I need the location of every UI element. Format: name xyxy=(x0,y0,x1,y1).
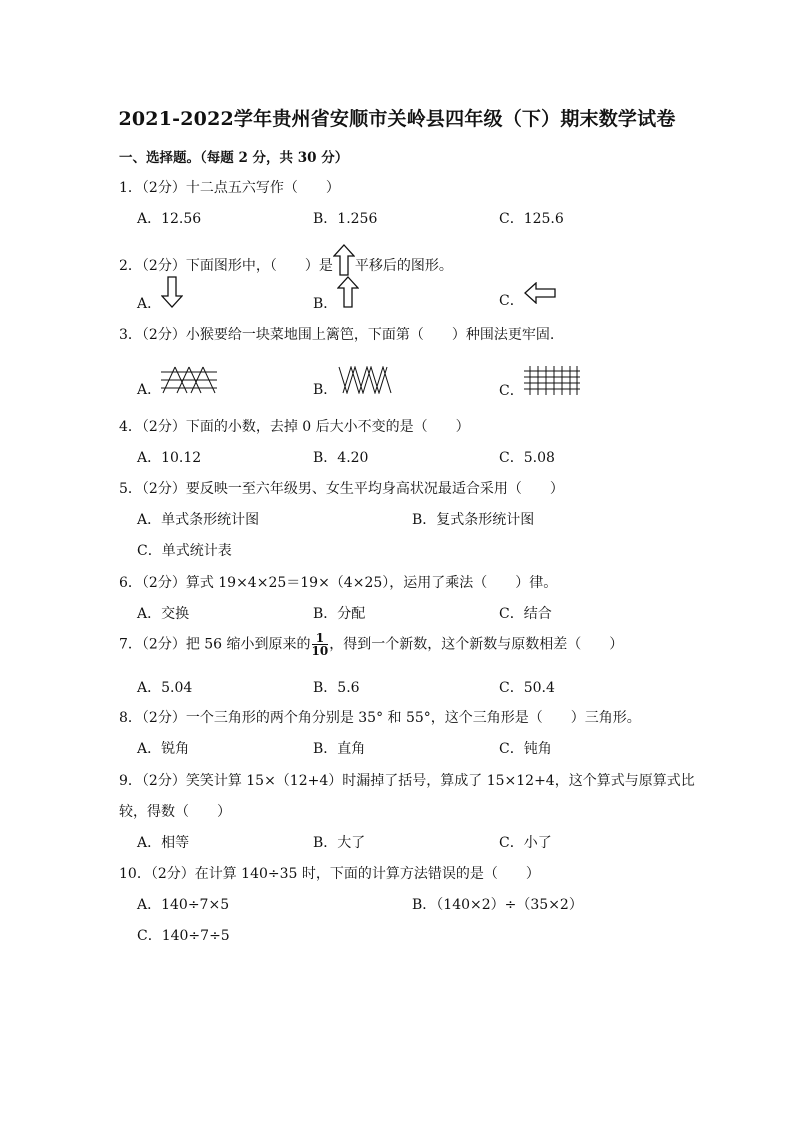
down-arrow-icon xyxy=(161,276,183,308)
q7-stem-post: ，得到一个新数，这个新数与原数相差（ ） xyxy=(329,636,624,653)
q9-option-b[interactable]: B．大了 xyxy=(313,835,366,851)
q9-option-a[interactable]: A．相等 xyxy=(137,835,190,851)
q2-option-c[interactable] xyxy=(499,282,556,309)
q4-option-c[interactable]: C．5.08 xyxy=(499,450,555,466)
q5-option-b[interactable]: B．复式条形统计图 xyxy=(412,512,535,528)
q3-option-b[interactable] xyxy=(313,366,393,398)
q3-option-a-label: A． xyxy=(137,382,162,398)
q2-stem-pre: 2．（2分）下面图形中，（ ）是 xyxy=(119,258,333,274)
up-arrow-icon xyxy=(337,276,359,308)
question-6: 6．（2分）算式 19×4×25＝19×（4×25），运用了乘法（ ）律。 xyxy=(119,575,558,591)
q2-option-c-label: C． xyxy=(499,293,524,309)
q6-option-a[interactable]: A．交换 xyxy=(137,606,190,622)
fraction-numerator: 1 xyxy=(312,632,329,645)
q2-option-b[interactable] xyxy=(313,276,359,312)
q5-option-a[interactable]: A．单式条形统计图 xyxy=(137,512,260,528)
q7-option-c[interactable]: C．50.4 xyxy=(499,680,555,696)
question-9-line-1: 9．（2分）笑笑计算 15×（12+4）时漏掉了括号，算成了 15×12+4，这个算式与原算式比 xyxy=(119,773,695,789)
left-arrow-icon xyxy=(524,282,556,304)
q9-option-c[interactable]: C．小了 xyxy=(499,835,552,851)
q3-option-b-label: B． xyxy=(313,382,338,398)
question-2 xyxy=(119,244,453,276)
q7-option-b[interactable]: B．5.6 xyxy=(313,680,360,696)
q1-option-c[interactable]: C．125.6 xyxy=(499,211,564,227)
q10-option-c[interactable]: C．140÷7÷5 xyxy=(137,928,230,944)
fraction-denominator: 10 xyxy=(311,644,329,658)
question-5: 5．（2分）要反映一至六年级男、女生平均身高状况最适合采用（ ） xyxy=(119,481,564,497)
grid-fence-icon xyxy=(524,366,580,396)
q3-option-c[interactable] xyxy=(499,366,580,399)
q1-option-b[interactable]: B．1.256 xyxy=(313,211,378,227)
q4-option-b[interactable]: B．4.20 xyxy=(313,450,369,466)
question-8: 8．（2分）一个三角形的两个角分别是 35° 和 55°，这个三角形是（ ）三角形。 xyxy=(119,710,641,726)
question-4: 4．（2分）下面的小数，去掉 0 后大小不变的是（ ） xyxy=(119,419,470,435)
q2-option-a[interactable] xyxy=(137,276,183,312)
page-title: 2021-2022学年贵州省安顺市关岭县四年级（下）期末数学试卷 xyxy=(118,108,676,130)
q6-option-c[interactable]: C．结合 xyxy=(499,606,552,622)
q7-stem-pre: 7．（2分）把 56 缩小到原来的 xyxy=(119,636,311,653)
question-10: 10．（2分）在计算 140÷35 时，下面的计算方法错误的是（ ） xyxy=(119,866,540,882)
section-heading: 一、选择题。（每题 2 分，共 30 分） xyxy=(119,150,349,166)
q8-option-a[interactable]: A．锐角 xyxy=(137,741,190,757)
q2-option-b-label: B． xyxy=(313,296,338,312)
q2-option-a-label: A． xyxy=(137,296,162,312)
q8-option-c[interactable]: C．钝角 xyxy=(499,741,552,757)
q4-option-a[interactable]: A．10.12 xyxy=(137,450,202,466)
up-arrow-icon xyxy=(333,244,355,276)
q8-option-b[interactable]: B．直角 xyxy=(313,741,366,757)
q6-option-b[interactable]: B．分配 xyxy=(313,606,366,622)
q10-option-a[interactable]: A．140÷7×5 xyxy=(137,897,230,913)
q10-option-b[interactable]: B．（140×2）÷（35×2） xyxy=(412,897,583,913)
q5-option-c[interactable]: C．单式统计表 xyxy=(137,543,232,559)
q7-option-a[interactable]: A．5.04 xyxy=(137,680,193,696)
triangle-fence-icon xyxy=(161,366,217,394)
fraction xyxy=(312,632,329,657)
question-1: 1．（2分）十二点五六写作（ ） xyxy=(119,180,340,196)
cross-fence-icon xyxy=(337,366,393,394)
question-9-line-2: 较，得数（ ） xyxy=(119,804,231,820)
question-3: 3．（2分）小猴要给一块菜地围上篱笆，下面第（ ）种围法更牢固. xyxy=(119,327,555,343)
q2-stem-post: 平移后的图形。 xyxy=(354,258,453,274)
q1-option-a[interactable]: A．12.56 xyxy=(137,211,202,227)
q3-option-a[interactable] xyxy=(137,366,217,398)
question-7 xyxy=(119,632,623,657)
q3-option-c-label: C． xyxy=(499,383,524,399)
